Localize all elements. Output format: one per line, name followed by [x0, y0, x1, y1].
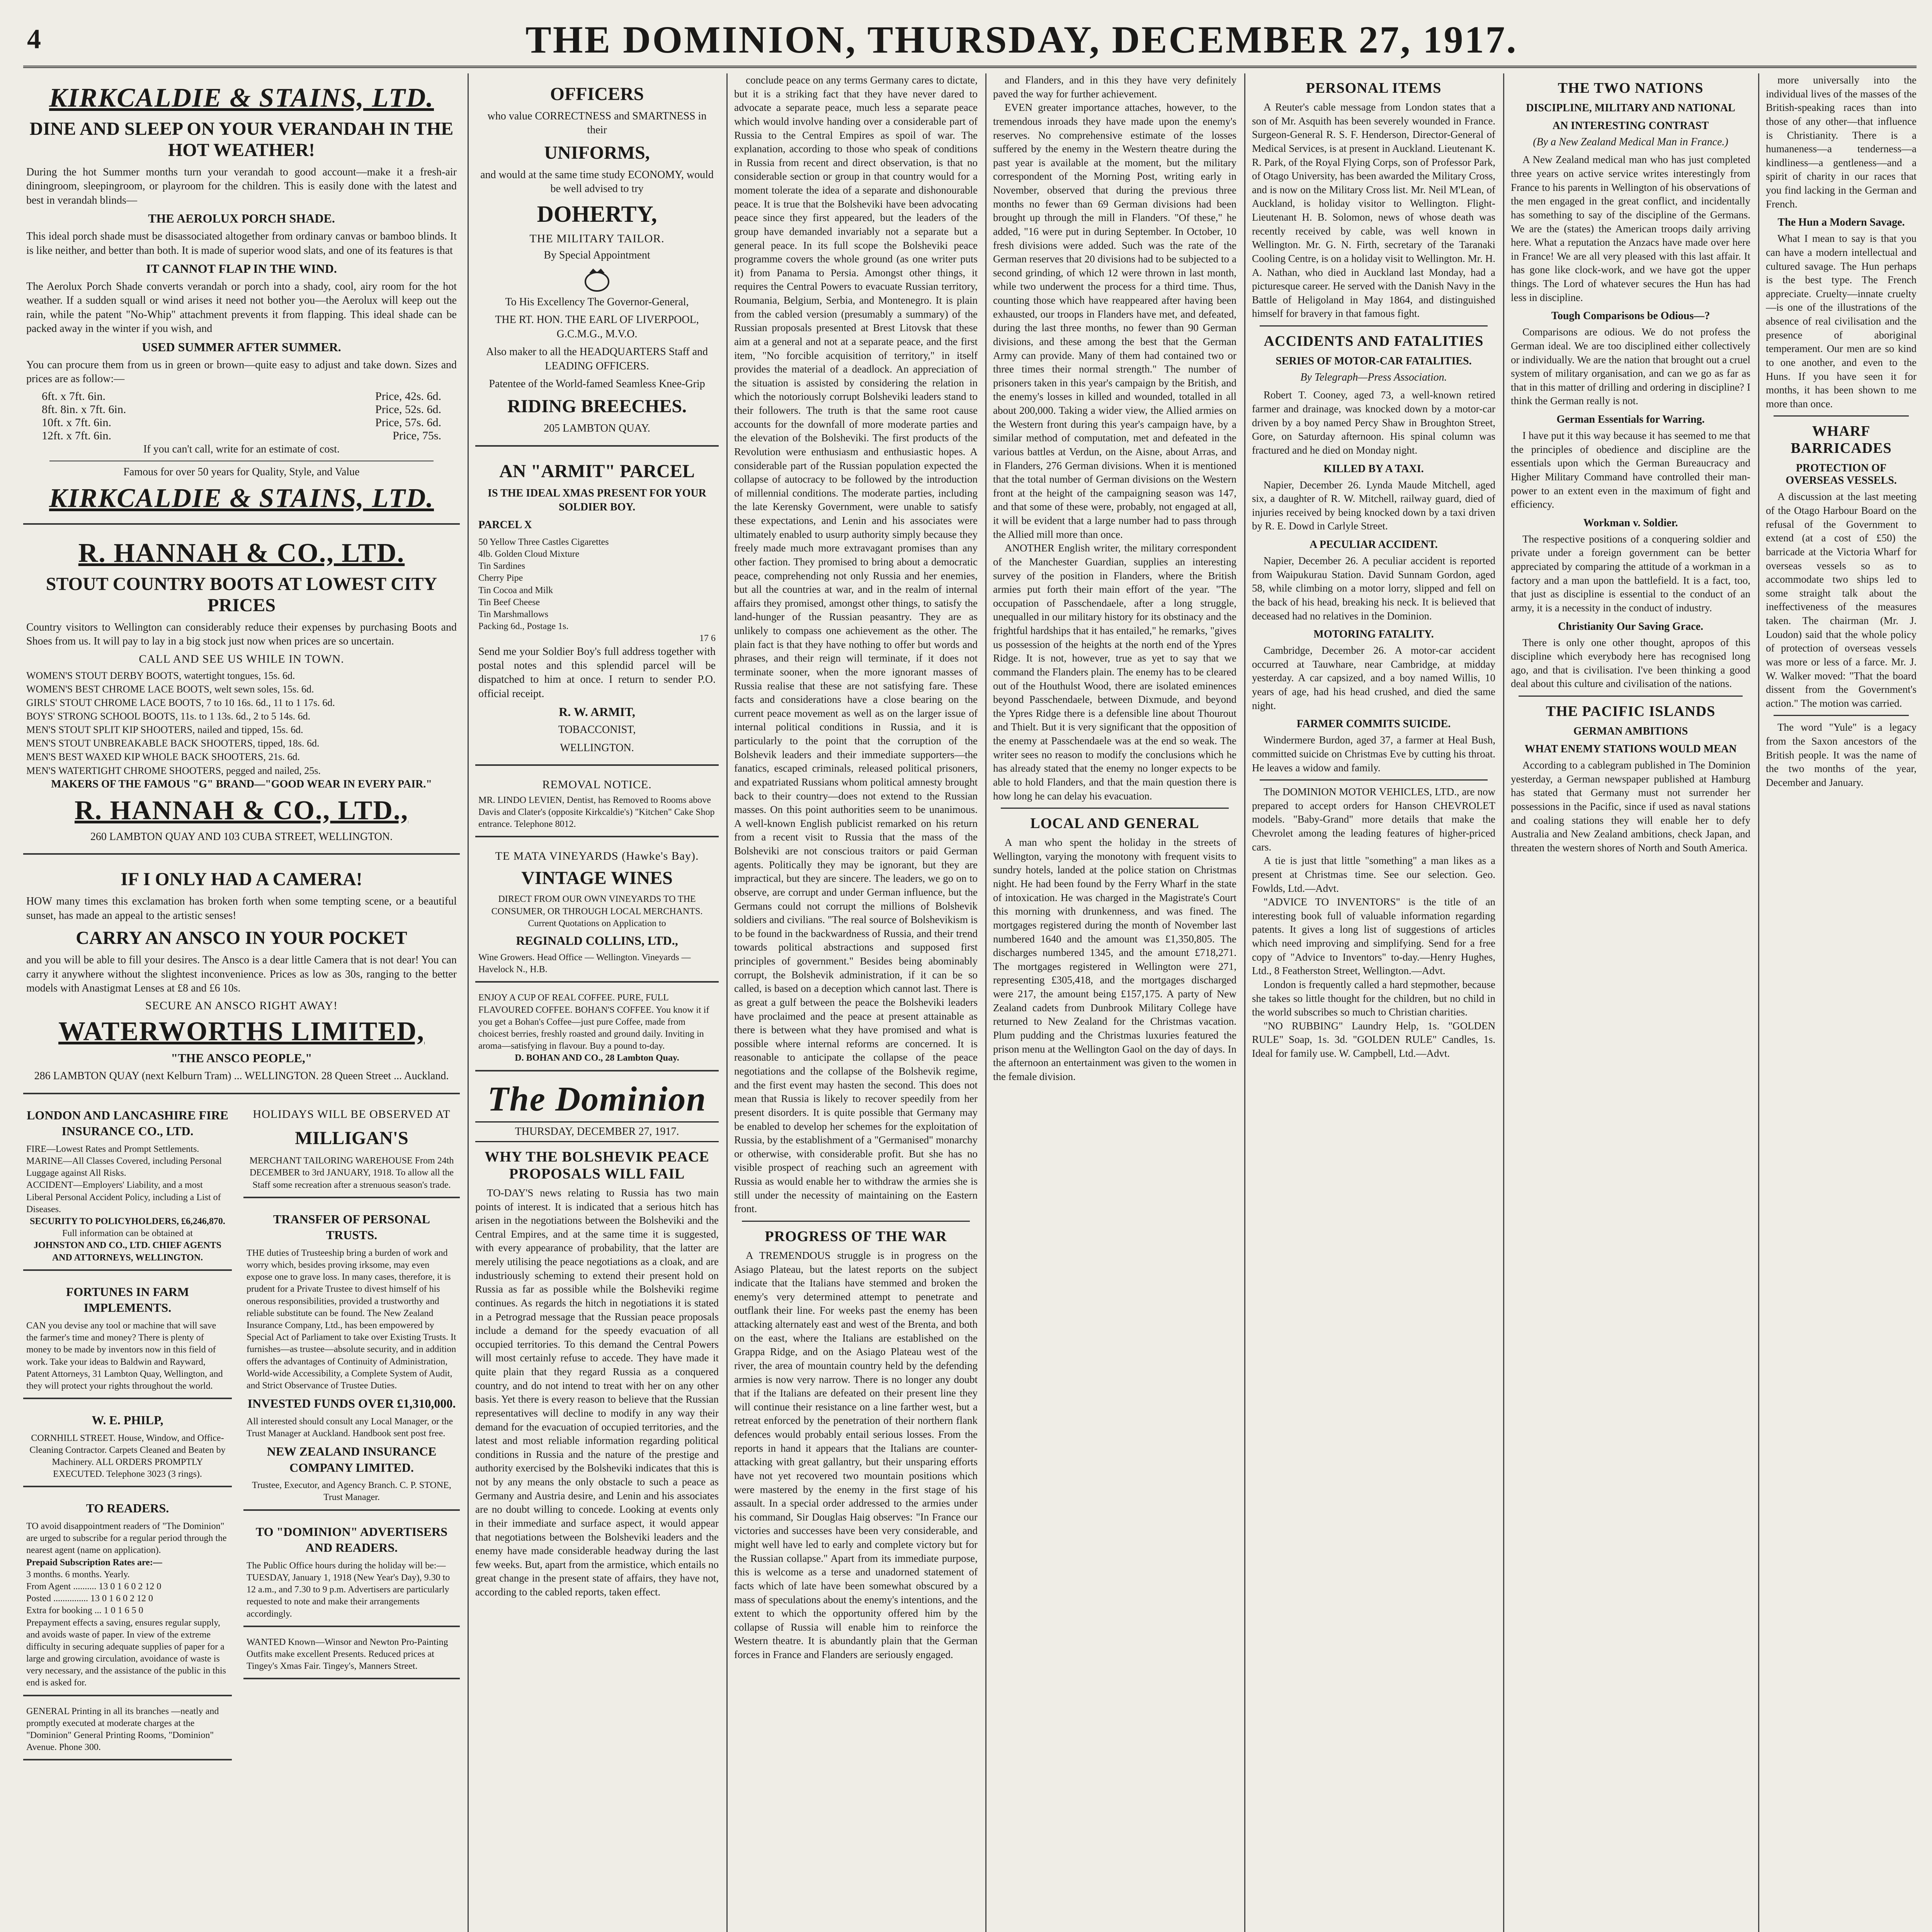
royal-crest-icon	[478, 266, 716, 295]
prepaid-row: From Agent .......... 13 0 1 6 0 2 12 0	[26, 1581, 162, 1592]
prepaid-columns: 3 months. 6 months. Yearly.	[26, 1569, 130, 1580]
ansco-advert	[23, 859, 460, 1094]
london-line: SECURITY TO POLICYHOLDERS, £6,246,870.	[30, 1216, 225, 1227]
wanted-advert	[243, 1631, 460, 1680]
german-ambitions-heading: GERMAN AMBITIONS	[1573, 725, 1688, 738]
dine-heading: DINE AND SLEEP ON YOUR VERANDAH IN THE HOT WEATHER!	[29, 119, 454, 160]
hannah-address: 260 LAMBTON QUAY AND 103 CUBA STREET, WELLINGTON.	[90, 831, 393, 843]
transfer-advert	[243, 1202, 460, 1511]
pacific-text: According to a cablegram published in The Dominion yesterday, a German newspaper published at Hamburg has stated that Germany must not surrender her possessions in the Pacific, since if used as naval stations and coaling stations they will enable her to defy Australia and New Zealand ambitions, check Japan, and threaten the western shores of North and South America.	[1511, 759, 1750, 854]
german-essentials-heading: German Essentials for Warring.	[1556, 413, 1705, 426]
parcel-total: 17 6	[699, 633, 716, 644]
transfer-heading: TRANSFER OF PERSONAL TRUSTS.	[273, 1212, 430, 1242]
general-printing-text: GENERAL Printing in all its branches —neatly and promptly executed at moderate charges at the "Dominion" General Printing Rooms, "Dominion" Avenue. Phone 300.	[26, 1706, 219, 1753]
price-row	[26, 403, 457, 416]
local-heading: LOCAL AND GENERAL	[1030, 815, 1199, 832]
divider	[1519, 696, 1743, 697]
doherty-sub: THE MILITARY TAILOR.	[529, 232, 665, 245]
te-mata-advert	[475, 841, 719, 983]
call-text: If you can't call, write for an estimate of cost.	[143, 443, 340, 456]
peculiar-heading: A PECULIAR ACCIDENT.	[1310, 539, 1438, 551]
divider	[1260, 325, 1488, 327]
kirkcaldie-title-2: KIRKCALDIE & STAINS, LTD.	[49, 483, 434, 514]
philp-text: CORNHILL STREET. House, Window, and Office-Cleaning Contractor. Carpets Cleaned and Beaten by Machinery. ALL ORDERS PROMPTLY EXECUTED. Telephone 3023 (3 rings).	[29, 1433, 226, 1480]
page-number: 4	[27, 24, 41, 54]
two-nations-text: A New Zealand medical man who has just completed three years on active service writes interestingly from France to his parents in Wellington of his observations of the men engaged in the great conflict, and incidentally has something to say of the discipline of the Germans. We are the (states) the American troops daily arriving here. What a reputation the Anzacs have made over here in France! We are all very pleased with this last affair. It has gone like clock-work, and we have got the upper things. The Lord of whatever secures the Hun has had less in discipline.	[1511, 154, 1750, 303]
yule-text: The word "Yule" is a legacy from the Saxon ancestors of the British people. It was the name of the two months of the year, December and January.	[1766, 721, 1917, 788]
lower-ads-block	[23, 1098, 460, 1932]
personal-heading: PERSONAL ITEMS	[1306, 80, 1442, 96]
inventors-advert: "ADVICE TO INVENTORS" is the title of an interesting book full of valuable information regarding patents. It gives a long list of suggestions of articles which need improving and simplifying. Send for a free copy of "Advice to Inventors" to-day.—Henry Hughes, Ltd., 8 Featherston Street, Wellington.—Advt.	[1252, 896, 1495, 977]
stout-heading: STOUT COUNTRY BOOTS AT LOWEST CITY PRICES	[46, 574, 437, 616]
newspaper-title-line: THE DOMINION, THURSDAY, DECEMBER 27, 1917.	[526, 18, 1518, 61]
wharf-text: A discussion at the last meeting of the Otago Harbour Board on the refusal of the Government to extend (at a cost of £50) the barricade at the Victoria Wharf for overseas vessels so as to accommodate two ships led to some straight talk about the ineffectiveness of the measures taken. The chairman (Mr. J. Loudon) said that the whole policy of protection of overseas vessels was more or less of a farce. Mr. J. W. Walker moved: "That the board dissent from the Government's action." The motion was carried.	[1766, 491, 1917, 709]
parcel-item: Tin Sardines	[478, 561, 526, 571]
kirkcaldie-advert	[23, 73, 460, 525]
wharf-heading: WHARF BARRICADES	[1791, 423, 1892, 457]
pacific-heading: THE PACIFIC ISLANDS	[1546, 703, 1716, 720]
progress-heading: PROGRESS OF THE WAR	[765, 1228, 947, 1245]
waterworths-sub: "THE ANSCO PEOPLE,"	[171, 1051, 312, 1065]
wanted-text: WANTED Known—Winsor and Newton Pro-Painting Outfits make excellent Presents. Reduced prices at Tingey's Xmas Fair. Tingey's, Manners Street.	[247, 1637, 448, 1672]
chevrolet-advert: The DOMINION MOTOR VEHICLES, LTD., are now prepared to accept orders for Hanson CHEVROLET models. "Baby-Grand" more details that make the Chevrolet among the leading features of higher-priced cars.	[1252, 786, 1495, 853]
discipline-heading: DISCIPLINE, MILITARY AND NATIONAL	[1526, 102, 1735, 114]
price-row	[26, 390, 457, 403]
personal-text: A Reuter's cable message from London states that a son of Mr. Asquith has been severely wounded in France. Surgeon-General R. S. F. Henderson, Director-General of Medical Services, is at present in Auckland. Lieutenant K. R. Park, of the Royal Flying Corps, son of Professor Park, of Otago University, has been awarded the Military Cross, and is now on the Military Cross list. Mr. Neil M'Lean, of Auckland, is holiday visitor to Wellington. Flight-Lieutenant H. B. Solomon, news of whose death was recently received by cable, was well known in Wellington. Mr. G. N. Firth, secretary of the Taranaki Cooling Centre, is on a holiday visit to Wellington. Mr. H. A. Nathan, who died in Auckland last Monday, had a picturesque career. He served with the Danish Navy in the Battle of Heligoland in May 1864, and distinguished himself for bravery in that famous fight.	[1252, 101, 1495, 320]
column-2	[475, 73, 719, 1932]
boot-item: BOYS' STRONG SCHOOL BOOTS, 11s. to 1 13s. 6d., 2 to 5 14s. 6d.	[26, 711, 311, 722]
accidents-sub: SERIES OF MOTOR-CAR FATALITIES.	[1276, 355, 1472, 367]
mata-heading: TE MATA VINEYARDS (Hawke's Bay).	[495, 850, 699, 863]
secure-text: SECURE AN ANSCO RIGHT AWAY!	[145, 999, 338, 1012]
boot-item: MEN'S STOUT SPLIT KIP SHOOTERS, nailed and tipped, 15s. 6d.	[26, 724, 303, 736]
boot-item: GIRLS' STOUT CHROME LACE BOOTS, 7 to 10 16s. 6d., 11 to 1 17s. 6d.	[26, 697, 335, 709]
hun-heading: The Hun a Modern Savage.	[1777, 216, 1905, 229]
editorial-continued-text: conclude peace on any terms Germany cares to dictate, but it is a striking fact that they have never dared to advocate a separate peace, much less a separate peace which would involve handing over a considerable part of Russia to the Central Empires as spoil of war. The explanation, according to those who speak of conditions in Russia from recent and direct observation, is that no considerable section or group in that country would for a moment tolerate the idea of a separate and dishonourable peace. It is true that the Bolsheviki have been advocating peace since they first appeared, but the leaders of the group have demanded invariably not a separate but a general peace. In its full scope the Bolsheviki peace programme covers the whole ground (as one writer puts it) from Panama to Persia. Amongst other things, it requires the Central Powers to evacuate Russian territory, Roumania, Belgium, Serbia, and Montenegro. It is plain from the cabled version (presumably a summary) of the Russian proposals presented at Brest Litovsk that these aim at a general and not at a separate peace, and the first item, "No forcible acquisition of territory," in itself provides the material of a deadlock. An appreciation of the situation is assisted by considering the relation in which the notoriously corrupt Bolsheviki leaders stand to their followers. The truth is that the same root cause accounts for the downfall of more moderate parties and the elevation of the Bolsheviki. The first products of the Revolution were enthusiasm and enthusiastic hopes. A considerable part of the Russian population expected the collapse of autocracy to be followed by the introduction of millennial conditions. The moderate parties, including the late Kerensky Government, were unable to satisfy these expectations, and Lenin and his associates were ultimately enabled to usurp authority simply because they freely made much more extravagant promises than any other faction. They promised to bring about a democratic peace, comprehending not only Russia and her enemies, but all the countries at war, and in the realm of internal affairs they promised, amongst other things, to satisfy the land-hunger of the Russian peasantry. They are as unlikely to compass one achievement as the other. The plain fact is that they have nothing to offer but words and phrases, and their reign will terminate, if it does not terminate sooner, when the more ignorant masses of Russia realise that these are not satisfying fare. These facts and considerations have a close bearing on the current peace movement as well as on the larger issue of internal political conditions in Russia, and it is particularly to the point that the corruption of the Bolshevik leaders and their immediate supporters—the fanatics, escaped criminals, released political prisoners, and expatriated Russians whom political amnesty brought back to their country—does not extend to the Russian masses. On this point authorities seem to be unanimous. A well-known English publicist remarked on his return from a recent visit to Russia that the mass of the Bolsheviki are not conscious traitors or paid German agents. Politically they may be ignorant, but they are impractical, but they are sincere. The leaders, we go on to observe, are corrupt and under German influence, but the Germans could not corrupt the millions of Bolshevik soldiers and civilians. "The real source of Bolshevikism is to be found in the backwardness of Russia, and their trend towards political abstractions and supposed first principles of government." Besides being abominably corrupt, the Bolshevik administration, if it can be so called, is based on a deception which cannot last. There is as great a gulf between the peace the Bolsheviki leaders have proclaimed and the peace at present attainable as there is between what they have promised and what is possible where internal reforms are concerned. It is reasonable to anticipate the collapse of the peace negotiations and the collapse of the Bolshevik regime, and the first event may hasten the second. This does not mean that Russia is likely to recover speedily from her present disorders. It is quite possible that Germany may be enabled to develop her schemes for the exploitation of Russia, by the establishment of a "Germanised" monarchy or otherwise, with considerable profit. But she has no visible prospect of reaching such an agreement with Russia as would enable her to withdraw the armies she is still under the necessity of maintaining on the Eastern front.	[734, 74, 978, 1215]
tough-heading: Tough Comparisons be Odious—?	[1551, 310, 1710, 322]
readers-text: TO avoid disappointment readers of "The Dominion" are urged to subscribe for a regular period through the nearest agent (name on application).	[26, 1521, 227, 1556]
parcel-x: PARCEL X	[478, 519, 532, 531]
column-5	[1252, 73, 1495, 1932]
london-heading: LONDON AND LANCASHIRE FIRE INSURANCE CO., LTD.	[27, 1108, 228, 1138]
ansco-text: and you will be able to fill your desires. The Ansco is a dear little Camera that is not dear! You can carry it anywhere without the slightest inconvenience. Prices as low as 30s, ranging to the better models with Anastigmat Lenses at £8 and £6 10s.	[26, 954, 457, 994]
waterworths-title: WATERWORTHS LIMITED,	[58, 1017, 425, 1047]
patentee-text: Patentee of the World-famed Seamless Knee-Grip	[489, 378, 705, 390]
tie-advert: A tie is just that little "something" a man likes as a present at Christmas time. See our selection. Geo. Fowlds, Ltd.—Advt.	[1252, 855, 1495, 894]
flap-text: The Aerolux Porch Shade converts verandah or porch into a shady, cool, airy room for the hot weather. If a sudden squall or wind arises it need not bother you—the Aerolux will keep out the rain, while the patent "No-Whip" attachment prevents it from flapping. This ideal shade can be packed away in the winter if you wish, and	[26, 280, 457, 335]
milligan-text: MERCHANT TAILORING WAREHOUSE From 24th DECEMBER to 3rd JANUARY, 1918. To allow all the Staff some recreation after a strenuous season's trade.	[249, 1156, 454, 1190]
london-line: FIRE—Lowest Rates and Prompt Settlements.	[26, 1144, 199, 1154]
divider	[1774, 415, 1909, 417]
divider	[1774, 715, 1909, 716]
boot-item: MEN'S BEST WAXED KIP WHOLE BACK SHOOTERS, 21s. 6d.	[26, 751, 300, 763]
famous-text: Famous for over 50 years for Quality, Style, and Value	[123, 466, 360, 478]
enemy-stations-heading: WHAT ENEMY STATIONS WOULD MEAN	[1524, 743, 1737, 755]
removal-advert	[475, 770, 719, 838]
parcel-item: Tin Beef Cheese	[478, 597, 540, 607]
column-rule	[1244, 73, 1245, 1932]
stout-text: Country visitors to Wellington can considerably reduce their expenses by purchasing Boots and Shoes from us. It will pay to lay in a big stock just now when prices are so uncertain.	[26, 621, 457, 648]
masthead	[23, 12, 1917, 68]
invested-heading: INVESTED FUNDS OVER £1,310,000.	[247, 1396, 456, 1411]
flanders-text: and Flanders, and in this they have very definitely paved the way for further achievement.	[993, 74, 1236, 100]
appointment-text: By Special Appointment	[544, 249, 650, 261]
readers-advert	[23, 1491, 232, 1696]
holidays-heading: HOLIDAYS WILL BE OBSERVED AT	[253, 1107, 451, 1121]
german-essentials-text: I have put it this way because it has seemed to me that the principles of obedience and discipline are the essentials upon which the German Bureaucracy and Higher Military Command have controlled their man-power to an extent even in the maximum of fight and efficiency.	[1511, 430, 1750, 510]
column-6	[1511, 73, 1750, 1932]
local-text: A man who spent the holiday in the streets of Wellington, varying the monotony with frequent visits to sundry hotels, landed at the police station on Christmas night. He had been found by the Ferry Wharf in the state of intoxication. He was charged in the Magistrate's Court this morning with drunkenness, and was fined. The mortgages registered during the month of November last numbered 1640 and the amount was £1,350,805. The discharges numbered 1345, and the amount £718,271. The mortgages registered in Wellington were 271, representing £305,418, and the mortgages discharged were 217, the amount being £157,175. A party of New Zealand cadets from Dunbrook Military College have returned to New Zealand for the Christmas vacation. Plum pudding and the Christmas luxuries featured the prison menu at the Wellington Gaol on the day of days. In the afternoon an entertainment was given to the women in the female division.	[993, 837, 1236, 1082]
divider	[1001, 808, 1229, 809]
wharf-sub: PROTECTION OF OVERSEAS VESSELS.	[1786, 462, 1897, 487]
parcel-item: 50 Yellow Three Castles Cigarettes	[478, 537, 609, 547]
doherty-name: DOHERTY,	[537, 201, 657, 227]
nzic-text: Trustee, Executor, and Agency Branch. C. P. STONE, Trust Manager.	[252, 1480, 451, 1503]
taxi-text: Napier, December 26. Lynda Maude Mitchell, aged six, a daughter of R. W. Mitchell, railway guard, died of injuries received by being knocked down by a taxi driven by R. E. Dowd in Carlyle Street.	[1252, 479, 1495, 532]
milligan-name: MILLIGAN'S	[295, 1128, 408, 1148]
newspaper-nameplate: The Dominion	[487, 1080, 707, 1118]
price-size: 8ft. 8in. x 7ft. 6in.	[42, 403, 126, 416]
motoring-heading: MOTORING FATALITY.	[1313, 628, 1434, 641]
column-rule	[468, 73, 469, 1932]
philp-name: W. E. PHILP,	[92, 1413, 163, 1427]
armit-advert	[475, 451, 719, 766]
enjoy-text: ENJOY A CUP OF REAL COFFEE. PURE, FULL FLAVOURED COFFEE. BOHAN'S COFFEE. You know it if you get a Bohan's Coffee—just pure Coffee, made from choicest berries, freshly roasted and ground daily. Inviting in aroma—satisfying in flavour. Buy a pound to-day.	[478, 993, 709, 1051]
workman-heading: Workman v. Soldier.	[1583, 517, 1678, 529]
removal-heading: REMOVAL NOTICE.	[542, 778, 652, 791]
price-size: 6ft. x 7ft. 6in.	[42, 390, 105, 403]
hannah-advert	[23, 529, 460, 855]
column-rule	[1758, 73, 1759, 1932]
lower-left-ads	[23, 1098, 232, 1765]
price-row	[26, 429, 457, 442]
parcel-item: Packing 6d., Postage 1s.	[478, 621, 569, 632]
boot-item: WOMEN'S STOUT DERBY BOOTS, watertight tongues, 15s. 6d.	[26, 670, 295, 681]
makers-text: MAKERS OF THE FAMOUS "G" BRAND—"GOOD WEAR IN EVERY PAIR."	[51, 778, 432, 790]
armit-sub: IS THE IDEAL XMAS PRESENT FOR YOUR SOLDIER BOY.	[488, 487, 706, 514]
fortunes-text: CAN you devise any tool or machine that will save the farmer's time and money? There is plenty of money to be made by inventors now in this field of work. Take your ideas to Baldwin and Rayward, Patent Attorneys, 31 Lambton Quay, Wellington, and they will protect your rights throughout the world.	[26, 1320, 223, 1391]
accidents-text: Robert T. Cooney, aged 73, a well-known retired farmer and drainage, was knocked down by a motor-car driven by a boy named Percy Shaw in Broughton Street, Gore, on Saturday afternoon. His spinal column was fractured and he died on Monday night.	[1252, 389, 1495, 456]
vintage-heading: VINTAGE WINES	[521, 868, 673, 889]
boot-item: WOMEN'S BEST CHROME LACE BOOTS, welt sewn soles, 15s. 6d.	[26, 683, 314, 695]
hannah-title-2: R. HANNAH & CO., LTD.,	[75, 796, 408, 825]
column-rule	[985, 73, 986, 1932]
tough-text: Comparisons are odious. We do not profess the German ideal. We are too disciplined either collectively or individually. We are the nation that brought out a cruel system of military organisation, and can we go as far as that in this matter of drilling and ordering in discipline? I think the German really is not.	[1511, 326, 1750, 407]
doherty-advert	[475, 73, 719, 447]
camera-heading: IF I ONLY HAD A CAMERA!	[121, 869, 362, 890]
price-value: Price, 42s. 6d.	[375, 390, 441, 403]
hannah-title: R. HANNAH & CO., LTD.	[78, 538, 405, 568]
london-line: JOHNSTON AND CO., LTD. CHIEF AGENTS AND ATTORNEYS, WELLINGTON.	[34, 1240, 221, 1263]
taxi-heading: KILLED BY A TAXI.	[1323, 463, 1424, 475]
armit-role: TOBACCONIST,	[558, 724, 636, 736]
accidents-telegraph: By Telegraph—Press Association.	[1300, 371, 1447, 383]
boot-item: MEN'S WATERTIGHT CHROME SHOOTERS, pegged and nailed, 25s.	[26, 765, 321, 776]
london-line: ACCIDENT—Employers' Liability, and a most Liberal Personal Accident Policy, including a List of Diseases.	[26, 1180, 221, 1214]
invested-text: All interested should consult any Local Manager, or the Trust Manager at Auckland. Handbook sent post free.	[247, 1416, 453, 1439]
readers-heading: TO READERS.	[86, 1501, 169, 1515]
armit-heading: AN "ARMIT" PARCEL	[499, 461, 695, 481]
bohan-name: D. BOHAN AND CO., 28 Lambton Quay.	[515, 1053, 679, 1063]
parcel-text: Send me your Soldier Boy's full address together with postal notes and this splendid parcel will be dispatched to him at once. I return to sender P.O. official receipt.	[478, 645, 716, 700]
no-rubbing-advert: "NO RUBBING" Laundry Help, 1s. "GOLDEN RULE" Soap, 1s. 3d. "GOLDEN RULE" Candles, 1s. Ideal for family use. W. Campbell, Ltd.—Advt.	[1252, 1020, 1495, 1060]
dominion-ad-heading: TO "DOMINION" ADVERTISERS AND READERS.	[255, 1524, 448, 1555]
price-value: Price, 57s. 6d.	[375, 416, 441, 429]
collins-text: Wine Growers. Head Office — Wellington. Vineyards — Havelock N., H.B.	[478, 952, 691, 975]
governor-text: To His Excellency The Governor-General,	[505, 296, 689, 308]
dominion-ad-text: The Public Office hours during the holiday will be:— TUESDAY, January 1, 1918 (New Year's Day), 9.30 to 12 a.m., and 7.30 to 9 p.m. Advertisers are particularly requested to note and make their arrangements accordingly.	[247, 1560, 450, 1619]
earl-text: THE RT. HON. THE EARL OF LIVERPOOL, G.C.M.G., M.V.O.	[495, 314, 699, 340]
camera-text: HOW many times this exclamation has broken forth when some tempting scene, or a beautiful sunset, has made an appeal to the artistic senses!	[26, 895, 457, 922]
aerolux-text: This ideal porch shade must be disassociated altogether from ordinary canvas or bamboo blinds. It is like neither, and better than both. It is made of superior wood slats, and one of its features is that	[26, 230, 457, 257]
fortunes-advert	[23, 1275, 232, 1399]
column-rule	[726, 73, 728, 1932]
london-line: MARINE—All Classes Covered, including Personal Luggage against All Risks.	[26, 1156, 222, 1179]
london-charity-text: London is frequently called a hard stepmother, because she takes so little thought for the children, but no child in the world subscribes so much to Christian charities.	[1252, 978, 1495, 1018]
date-line: THURSDAY, DECEMBER 27, 1917.	[475, 1121, 719, 1142]
dine-text: During the hot Summer months turn your verandah to good account—make it a fresh-air diningroom, sleepingroom, or playroom for the children. This is easily done with the latest and best in verandah blinds—	[26, 166, 457, 206]
price-size: 12ft. x 7ft. 6in.	[42, 429, 111, 442]
prepaid-text: Prepayment effects a saving, ensures regular supply, and avoids waste of paper. In view of the extreme difficulty in securing adequate supplies of paper for a large and growing circulation, avoidance of waste is very necessary, and the assistance of the public in this end is asked for.	[26, 1617, 226, 1688]
prepaid-heading: Prepaid Subscription Rates are:—	[26, 1557, 162, 1568]
column-3	[734, 73, 978, 1932]
peculiar-text: Napier, December 26. A peculiar accident is reported from Waipukurau Station. David Sunnam Gordon, aged 58, while climbing on a motor lorry, slipped and fell on the back of his head, breaking his neck. It is believed that deceased had no relatives in the Dominion.	[1252, 555, 1495, 622]
uniforms-heading: UNIFORMS,	[544, 142, 650, 163]
armit-city: WELLINGTON.	[560, 742, 634, 754]
farmer-heading: FARMER COMMITS SUICIDE.	[1296, 718, 1451, 730]
transfer-text: THE duties of Trusteeship bring a burden of work and worry which, besides proving irksome, may even expose one to grave loss. In many cases, therefore, it is prudent for a Private Trustee to divest himself of his onerous responsibilities, provided a trustworthy and reliable substitute can be found. The New Zealand Insurance Company, Ltd., has been empowered by Special Act of Parliament to take over Existing Trusts. It furnishes—as trustee—absolute security, and in addition offers the advantages of Continuity of Administration, World-wide Accessibility, a Complete System of Audit, and Strict Observance of Trustee Duties.	[247, 1248, 456, 1391]
london-lancashire-advert	[23, 1098, 232, 1271]
flap-heading: IT CANNOT FLAP IN THE WIND.	[146, 261, 337, 276]
advertisements-column	[23, 73, 460, 1932]
newspaper-page	[23, 12, 1917, 1932]
collins-name: REGINALD COLLINS, LTD.,	[516, 934, 678, 948]
removal-text: MR. LINDO LEVIEN, Dentist, has Removed to Rooms above Davis and Clater's (opposite Kirkcaldie's) "Kitchen" Cake Shop entrance. Telephone 8012.	[478, 795, 715, 830]
bolshevik-text: TO-DAY'S news relating to Russia has two main points of interest. It is indicated that a serious hitch has arisen in the negotiations between the Bolsheviki and the Central Empires, and at the same time it is suggested, with every appearance of probability, that the latter are merely utilising the peace negotiations as a cloak, and are industriously scheming to extend their present hold on Russia as far as possible while the Bolsheviki regime continues. As regards the hitch in negotiations it is stated in a Petrograd message that the Russian peace proposals include a demand for the speedy evacuation of all occupied territories. To this demand the Central Powers will most certainly refuse to accede. They have made it quite plain that they regard Russia as a conquered country, and do not intend to treat with her on any other basis. Yet there is every reason to believe that the Russian representatives will decline to modify in any way their demand for the evacuation of occupied territories, and the latest and most reliable information regarding political conditions in Russia and the nature of the prestige and authority exercised by the Bolsheviki indicates that this is not by any means the only obstacle to such a peace as Germany and Austria desire, and Lenin and his associates are no doubt willing to concede. Looking at events only in their immediate and surface aspect, it would appear that negotiations between the Bolsheviki leaders and the enemy have made considerable headway during the last few weeks. But, apart from the armistice, which entails no great change in the present state of affairs, they have not, according to the cabled reports, taken effect.	[475, 1187, 719, 1598]
price-value: Price, 75s.	[393, 429, 441, 442]
prepaid-row: Extra for booking ... 1 0 1 6 5 0	[26, 1605, 143, 1616]
bolshevik-heading: WHY THE BOLSHEVIK PEACE PROPOSALS WILL FAIL	[485, 1148, 709, 1182]
price-size: 10ft. x 7ft. 6in.	[42, 416, 111, 429]
kirkcaldie-title: KIRKCALDIE & STAINS, LTD.	[49, 83, 434, 113]
hun-text: What I mean to say is that you can have a modern intellectual and cultured savage. The Hun perhaps is the best type. The French appreciate. Cruelty—innate cruelty—is one of the illustrations of the absence of real civilisation and the presence of aboriginal temperament. Our men are so kind to one another, and even to the Huns. If you have seen it for months, it has been shown to me more than once.	[1766, 233, 1917, 410]
vintage-text: DIRECT FROM OUR OWN VINEYARDS TO THE CONSUMER, OR THROUGH LOCAL MERCHANTS. Current Quotations on Application to	[491, 894, 703, 929]
progress-text: A TREMENDOUS struggle is in progress on the Asiago Plateau, but the latest reports on the subject indicate that the Italians have stemmed and broken the enemy's very determined attempt to penetrate and outflank their line. For weeks past the enemy has been attacking alternately east and west of the Brenta, and both on the east, where the Italians are established on the Grappa Ridge, and on the Asiago Plateau west of the river, the area of mountain country held by the defending armies is now very narrow. There is no longer any doubt that if the Italians are defeated on their present line they will continue their resistance on a line farther west, but a retreat enforced by the penetration of their northern flank defences would probably entail serious losses. From the reports in hand it appears that the Italians are counter-attacking with great gallantry, but their unsparing efforts have not yet recovered two mountain positions which were mastered by the enemy in the first stage of his assault. In a special order addressed to the armies under his command, Sir Douglas Haig observes: "In France our victories and successes have been very considerable, and might well have led to early and complete victory but for the Russian collapse." Apart from its immediate purpose, this is welcome as a terse and unadorned statement of facts which of late have been somewhat obscured by a mass of speculations about the enemy's intentions, and the extent to which the opportunity offered him by the collapse of Russia will enable him to reinforce the Western theatre. It is abundantly plain that the German forces in France and Flanders are seriously engaged.	[734, 1249, 978, 1660]
fortunes-heading: FORTUNES IN FARM IMPLEMENTS.	[66, 1284, 189, 1315]
waterworths-address: 286 LAMBTON QUAY (next Kelburn Tram) ... WELLINGTON. 28 Queen Street ... Auckland.	[34, 1070, 449, 1082]
call-while-text: CALL AND SEE US WHILE IN TOWN.	[139, 652, 344, 665]
two-nations-heading: THE TWO NATIONS	[1558, 80, 1704, 96]
officers-text: who value CORRECTNESS and SMARTNESS in their	[487, 110, 707, 136]
farmer-text: Windermere Burdon, aged 37, a farmer at Heal Bush, committed suicide on Christmas Eve by cutting his throat. He leaves a widow and family.	[1252, 734, 1495, 774]
maker-text: Also maker to all the HEADQUARTERS Staff and LEADING OFFICERS.	[486, 346, 708, 372]
column-rule	[1503, 73, 1504, 1932]
ansco-heading: CARRY AN ANSCO IN YOUR POCKET	[76, 928, 407, 949]
christianity-continued-text: more universally into the individual lives of the masses of the British-speaking races than into those of any other—that influence is Christianity. There is a humaneness—a tenderness—a kindliness—a gentleness—and a spirit of charity in our races that you find lacking in the German and French.	[1766, 74, 1917, 210]
parcel-item: Tin Marshmallows	[478, 609, 549, 619]
divider	[1260, 779, 1488, 781]
general-printing-advert	[23, 1700, 232, 1761]
another-writer-text: ANOTHER English writer, the military correspondent of the Manchester Guardian, supplies an interesting survey of the position in Flanders, where the British armies put forth their main effort of the year. "The occupation of Passchendaele, after a long struggle, unequalled in our military history for its obstinacy and the frightful hardships that it has entailed," he remarks, "gives us possession of the heights at the north end of the Ypres Ridge. It is not, however, true as yet to say that we command the Flanders plain. The enemy has to be cleared out of the Houthulst Wood, there are isolated eminences beyond Passchendaele, between Dixmude, and beyond the Ypres Ridge there is a defensible line about Thourout and Thielt. But it is very significant that the opposition of the enemy at Passchendaele was at the end so weak. The writer sees no reason to modify the conclusions which he has already stated that the enemy no longer expects to be able to hold Flanders, and that the main question there is how long he can delay his evacuation.	[993, 542, 1236, 802]
christianity-text: There is only one other thought, apropos of this discipline which everybody here has recognised long ago, and that is civilisation. I've been thinking a good deal about this culture and civilisation of the nations.	[1511, 636, 1750, 690]
summer-heading: USED SUMMER AFTER SUMMER.	[142, 340, 341, 354]
contrast-heading: AN INTERESTING CONTRAST	[1552, 120, 1709, 132]
workman-text: The respective positions of a conquering soldier and private under a foreign government can be better appreciated by comparing the attitude of a workman in a factory and a man upon the battlefield. It is a fact, too, that just as discipline is essential to the conduct of an army, it is a necessity in the conduct of industry.	[1511, 533, 1750, 614]
column-7	[1766, 73, 1917, 1932]
price-value: Price, 52s. 6d.	[375, 403, 441, 416]
aerolux-heading: THE AEROLUX PORCH SHADE.	[148, 211, 335, 226]
breeches-address: 205 LAMBTON QUAY.	[544, 422, 650, 435]
breeches-heading: RIDING BREECHES.	[507, 396, 687, 417]
motoring-text: Cambridge, December 26. A motor-car accident occurred at Tauwhare, near Cambridge, at midday yesterday. A car capsized, and a boy named Willis, 10 years of age, had his head crushed, and died the same night.	[1252, 645, 1495, 711]
christianity-heading: Christianity Our Saving Grace.	[1558, 620, 1703, 633]
london-line: Full information can be obtained at	[62, 1228, 193, 1239]
milligan-advert	[243, 1098, 460, 1198]
accidents-heading: ACCIDENTS AND FATALITIES	[1264, 333, 1484, 349]
reserves-text: EVEN greater importance attaches, however, to the tremendous inroads they have made upon the enemy's reserves. No comprehensive estimate of the losses suffered by the enemy in the Western theatre during the past year is available at the moment, but the military correspondent of the Morning Post, writing early in November, observed that during the previous three months no fewer than 69 German divisions had been brought up through the mill in Flanders. "Of these," he added, "16 were put in during September. In October, 10 fresh divisions were added. Such was the rate of the German reserves that 20 divisions had to be subjected to a second grinding, of which 12 were thrown in last month, while two underwent the process for a third time. Thus, counting those which have reappeared after having been exhausted, our troops in Flanders have met, and defeated, during the last three months, no fewer than 90 German divisions, and these among the best that the German Army can provide. Many of them had contained two or three times their normal strength." The number of prisoners taken in this year's campaign by the British, and the enemy's losses in killed and wounded, totalled in all about 200,000. Taking a wider view, the Allied armies on the Western front during this year's campaign have, by a similar method of computation, met and defeated in the various battles at Verdun, on the Aisne, about Arras, and in Flanders, 276 German divisions. When it is mentioned that the total number of German divisions on the Western front at the height of the campaigning season was 147, and that some of these were, probably, not engaged at all, it will be evident that a large number had to pass through the Allied mill more than once.	[993, 102, 1236, 540]
nzic-heading: NEW ZEALAND INSURANCE COMPANY LIMITED.	[267, 1444, 437, 1475]
officers-heading: OFFICERS	[550, 84, 644, 104]
philp-advert	[23, 1403, 232, 1487]
parcel-item: 4lb. Golden Cloud Mixture	[478, 549, 580, 560]
price-row	[26, 416, 457, 429]
parcel-item: Cherry Pipe	[478, 573, 523, 583]
dominion-hours-advert	[243, 1515, 460, 1627]
parcel-item: Tin Cocoa and Milk	[478, 585, 553, 595]
uniforms-text: and would at the same time study ECONOMY, would be well advised to try	[480, 168, 714, 195]
boot-item: MEN'S STOUT UNBREAKABLE BACK SHOOTERS, tipped, 18s. 6d.	[26, 738, 320, 749]
column-4	[993, 73, 1236, 1932]
summer-text: You can procure them from us in green or brown—quite easy to adjust and take down. Sizes and prices are as follow:—	[26, 359, 457, 385]
bohan-advert	[475, 986, 719, 1071]
prepaid-row: Posted ............... 13 0 1 6 0 2 12 0	[26, 1594, 153, 1604]
lower-right-ads	[243, 1098, 460, 1684]
divider	[742, 1221, 970, 1222]
byline: (By a New Zealand Medical Man in France.)	[1533, 136, 1728, 148]
armit-name: R. W. ARMIT,	[559, 705, 635, 719]
